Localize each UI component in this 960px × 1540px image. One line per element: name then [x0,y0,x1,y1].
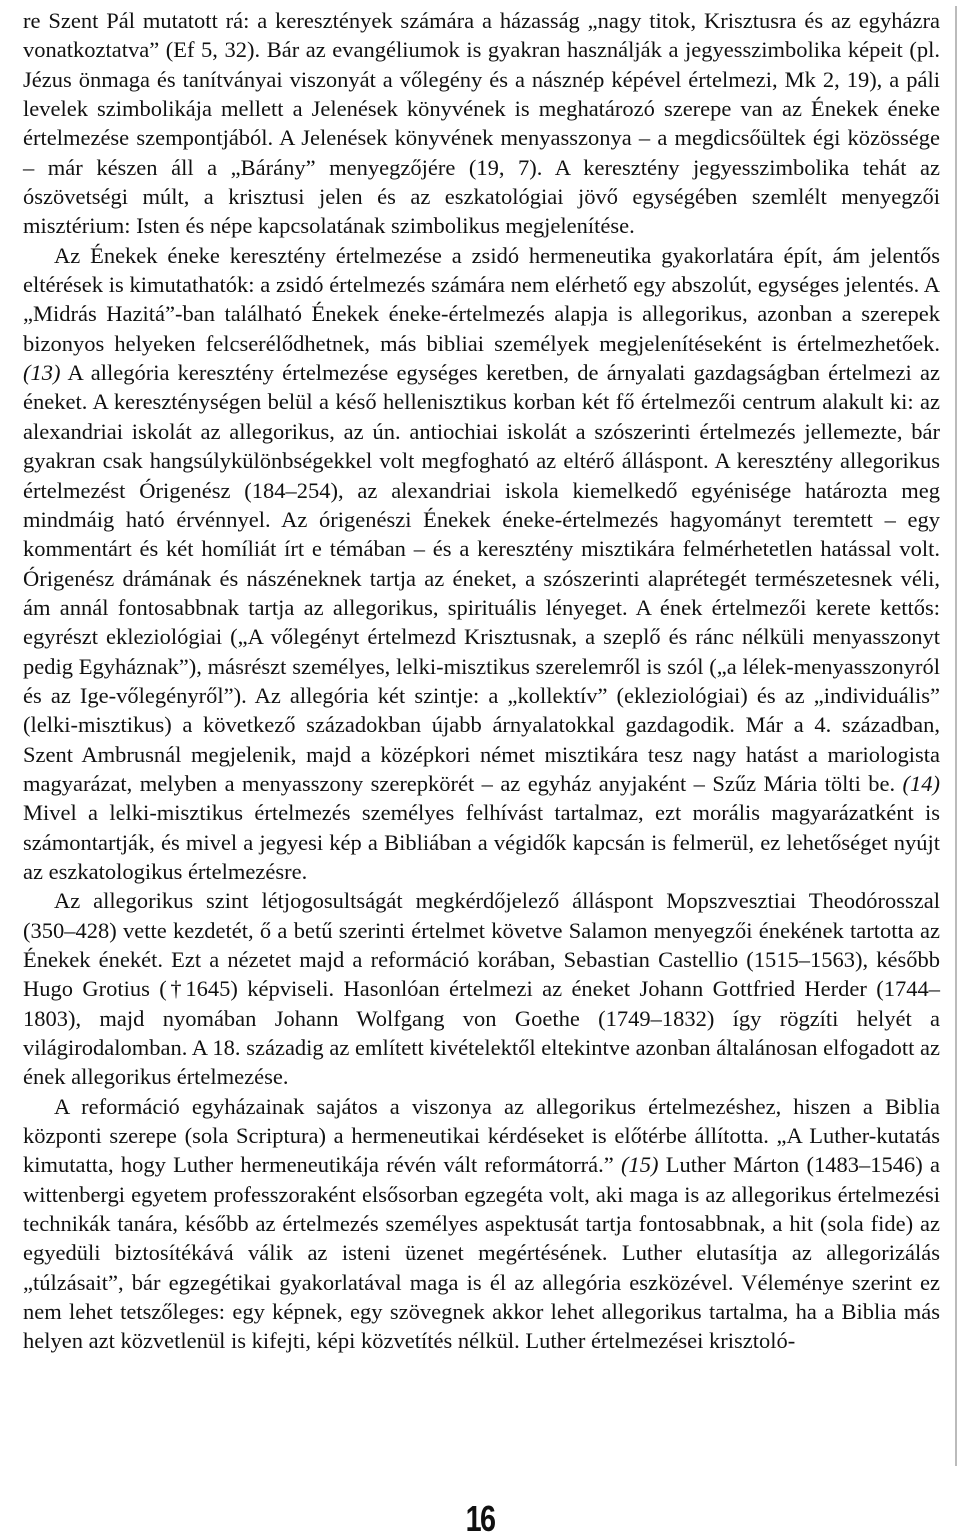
paragraph-1-text: re Szent Pál mutatott rá: a keresztények számára a házasság „nagy titok, Krisztusra és az egyházra vonatkoztatva” (Ef 5, 32). Bár az evangéliumok is gyakran használják a jegyesszimbolika képeit (pl. Jézus önmaga és tanítványai viszonyát a vőlegény és a násznép képével értelmezi, Mk 2, 19), a páli levelek szimbolikája mellett a Jelenések könyvének is meghatározó szerepe van az Énekek éneke értelmezése szempontjából. A Jelenések könyvének menyasszonya – a megdicsőültek égi közössége – már készen áll a „Bárány” menyegzőjére (19, 7). A keresztény jegyesszimbolika tehát az ószövetségi múlt, a krisztusi jelen és az eszkatológiai jövő egységében szemlélt menyegzői misztérium: Isten és népe kapcsolatának szimbolikus megjelenítése. [23,8,940,239]
paragraph-4 [23,1092,940,1356]
paragraph-4-text: A reformáció egyházainak sajátos a viszonya az allegorikus értelmezéshez, hiszen a Biblia központi szerepe (sola Scriptura) a hermeneutikai kérdéseket is előtérbe állította. „A Luther-kutatás kimutatta, hogy Luther hermeneutikája révén vált reformátorrá.” [23,1093,940,1178]
paragraph-1 [23,6,940,241]
body-text [23,6,940,1356]
paragraph-3-text: Az allegorikus szint létjogosultságát megkérdőjelező álláspont Mopszvesztiai Theodórosszal (350–428) vette kezdetét, ő a betű szerinti értelmet követve Salamon menyegzői énekének tartotta az Énekek énekét. Ezt a nézetet majd a reformáció korában, Sebastian Castellio (1515–1563), később Hugo Grotius (†1645) képviseli. Hasonlóan értelmezi az éneket Johann Gottfried Herder (1744–1803), majd nyomában Johann Wolfgang von Goethe (1749–1832) így rögzíti helyét a világirodalomban. A 18. századig az említett kivételektől eltekintve azonban általánosan elfogadott az ének allegorikus értelmezése. [23,888,940,1090]
footnote-ref-13: (13) [23,360,61,386]
page-body [23,6,940,1356]
footnote-ref-15: (15) [621,1152,659,1178]
paragraph-4-text: Luther Márton (1483–1546) a wittenbergi egyetem professzoraként elsősorban egzegéta volt, aki maga is az allegorikus értelmezési technikák tanára, később az értelmezés személyes aspektusát tartja fontosabbnak, a hit (sola fide) az egyedüli biztosítékává válik az isteni üzenet megértésének. Luther elutasítja az allegorizálás „túlzásait”, bár egzegétikai gyakorlatával maga is él az allegória eszközével. Véleménye szerint ez nem lehet tetszőleges: egy képnek, egy szövegnek akkor lehet allegorikus tartalma, ha a Biblia más helyen azt közvetlenül is kifejti, képi közvetítés nélkül. Luther értelmezései krisztoló- [23,1152,940,1354]
paragraph-2-text: Mivel a lelki-misztikus értelmezés személyes felhívást tartalmaz, ezt morális magyarázatként is számontartják, és mivel a jegyesi kép a Bibliában a végidők kapcsán is felmerül, ez lehetőséget nyújt az eszkatologikus értelmezésre. [23,800,940,884]
paragraph-3 [23,886,940,1091]
page-number: 16 [465,1498,495,1539]
paragraph-2-text: A allegória keresztény értelmezése egységes keretben, de árnyalati gazdagságban értelmezi az éneket. A kereszténységen belül a késő hellenisztikus korban két fő értelmezői centrum alakult ki: az alexandriai iskolát az allegorikus, az ún. antiochiai iskolát a szószerinti értelmezés jellemezte, bár gyakran csak hangsúlykülönbségekkel volt megfogható az eltérő álláspont. A keresztény allegorikus értelmezést Órigenész (184–254), az alexandriai iskola kiemelkedő egyénisége határozta meg mindmáig ható érvénnyel. Az órigenészi Énekek éneke-értelmezés hagyományt teremtett – egy kommentárt és két homíliát írt e témában – és a keresztény misztikára felmérhetetlen hatással volt. Órigenész drámának és nászéneknek tartja az éneket, a szószerinti alaprétegét természetesnek véli, ám annál fontosabbnak tartja az allegorikus, spirituális lényeget. A ének értelmezői kerete kettős: egyrészt ekleziológiai („A vőlegényt értelmezd Krisztusnak, a szeplő és ránc nélküli menyasszonyt pedig Egyháznak”), másrészt személyes, lelki-misztikus szerelemről is szól („a lélek-menyasszonyról és az Ige-vőlegényről”). Az allegória két szintje: a „kollektív” (ekleziológiai) és az „individuális” (lelki-misztikus) a következő századokban újabb árnyalatokkal gazdagodik. Már a 4. században, Szent Ambrusnál megjelenik, majd a középkori német misztikára tesz nagy hatást a mariologista magyarázat, melyben a menyasszony szerepkörét – az egyház anyjaként – Szűz Mária tölti be. [23,360,940,796]
paragraph-2-text: Az Énekek éneke keresztény értelmezése a zsidó hermeneutika gyakorlatára épít, ám jelentős eltérések is kimutathatók: a zsidó értelmezés számára nem elérhető egy abszolút, egységes jelentés. A „Midrás Hazitá”-ban található Énekek éneke-értelmezés alapja is allegorikus, azonban a szerepek bizonyos helyeken felcserélődhetnek, más bibliai személyek megjelenítéseként is értelmezhetőek. [23,242,940,356]
margin-rule [955,6,957,1466]
paragraph-2 [23,241,940,887]
footnote-ref-14: (14) [902,770,940,796]
